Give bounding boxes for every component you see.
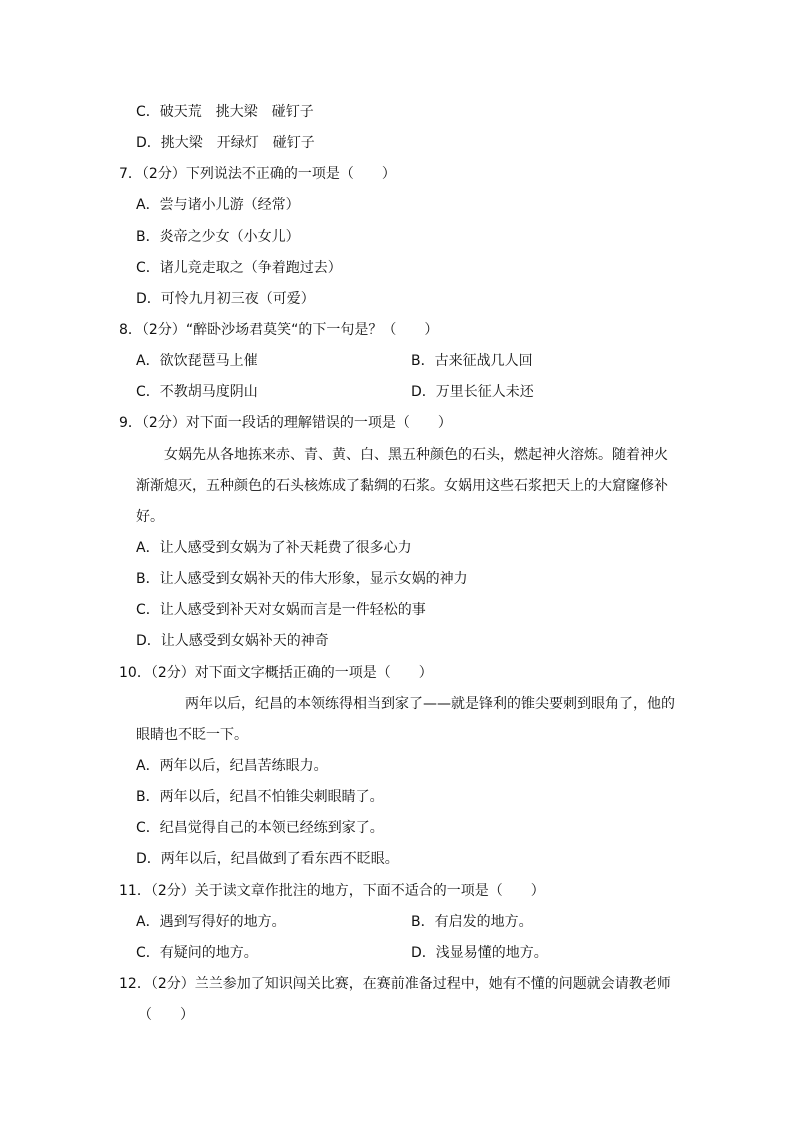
q7-stem: 7．（2分）下列说法不正确的一项是（ ） xyxy=(119,166,396,182)
q12-stem-2: （ ） xyxy=(138,1007,194,1023)
q10-option-a: A．两年以后，纪昌苦练眼力。 xyxy=(136,758,328,774)
q10-option-d: D．两年以后，纪昌做到了看东西不眨眼。 xyxy=(136,851,399,867)
q10-stem: 10．（2分）对下面文字概括正确的一项是（ ） xyxy=(119,665,433,681)
q11-stem: 11．（2分）关于读文章作批注的地方，下面不适合的一项是（ ） xyxy=(119,883,545,899)
q8-option-d: D．万里长征人未还 xyxy=(411,384,534,400)
q11-option-a: A．遇到写得好的地方。 xyxy=(136,914,286,930)
q9-option-c: C．让人感受到补天对女娲而言是一件轻松的事 xyxy=(136,602,426,618)
q9-option-d: D．让人感受到女娲补天的神奇 xyxy=(136,633,329,649)
q7-option-b: B．炎帝之少女（小女儿） xyxy=(136,229,300,245)
q9-passage-2: 渐渐熄灭，五种颜色的石头核炼成了黏绸的石浆。女娲用这些石浆把天上的大窟窿修补 xyxy=(136,478,668,494)
q10-option-c: C．纪昌觉得自己的本领已经练到家了。 xyxy=(136,820,384,836)
q11-option-c: C．有疑问的地方。 xyxy=(136,945,258,961)
q9-stem: 9．（2分）对下面一段话的理解错误的一项是（ ） xyxy=(119,415,452,431)
q6-option-d: D．挑大梁 开绿灯 碰钉子 xyxy=(136,135,315,151)
q9-passage-3: 好。 xyxy=(136,509,164,525)
q10-option-b: B．两年以后，纪昌不怕锥尖刺眼睛了。 xyxy=(136,789,384,805)
q7-option-c: C．诸儿竞走取之（争着跑过去） xyxy=(136,260,342,276)
q6-option-c: C．破天荒 挑大梁 碰钉子 xyxy=(136,104,314,120)
q7-option-a: A．尝与诸小儿游（经常） xyxy=(136,197,300,213)
q9-option-b: B．让人感受到女娲补天的伟大形象，显示女娲的神力 xyxy=(136,571,468,587)
q11-option-d: D．浅显易懂的地方。 xyxy=(411,945,548,961)
q8-stem: 8．（2分）“醉卧沙场君莫笑“的下一句是？（ ） xyxy=(119,322,439,338)
q8-option-b: B．古来征战几人回 xyxy=(411,353,533,369)
q10-passage-1: 两年以后，纪昌的本领练得相当到家了——就是锋利的锥尖要刺到眼角了，他的 xyxy=(185,696,675,712)
q8-option-c: C．不教胡马度阴山 xyxy=(136,384,258,400)
q10-passage-2: 眼睛也不眨一下。 xyxy=(136,727,248,743)
q8-option-a: A．欲饮琵琶马上催 xyxy=(136,353,258,369)
q11-option-b: B．有启发的地方。 xyxy=(411,914,533,930)
q7-option-d: D．可怜九月初三夜（可爱） xyxy=(136,291,315,307)
q9-passage-1: 女娲先从各地拣来赤、青、黄、白、黑五种颜色的石头，燃起神火溶炼。随着神火 xyxy=(164,447,668,463)
q9-option-a: A．让人感受到女娲为了补天耗费了很多心力 xyxy=(136,540,412,556)
q12-stem: 12．（2分）兰兰参加了知识闯关比赛，在赛前准备过程中，她有不懂的问题就会请教老师 xyxy=(119,976,671,992)
